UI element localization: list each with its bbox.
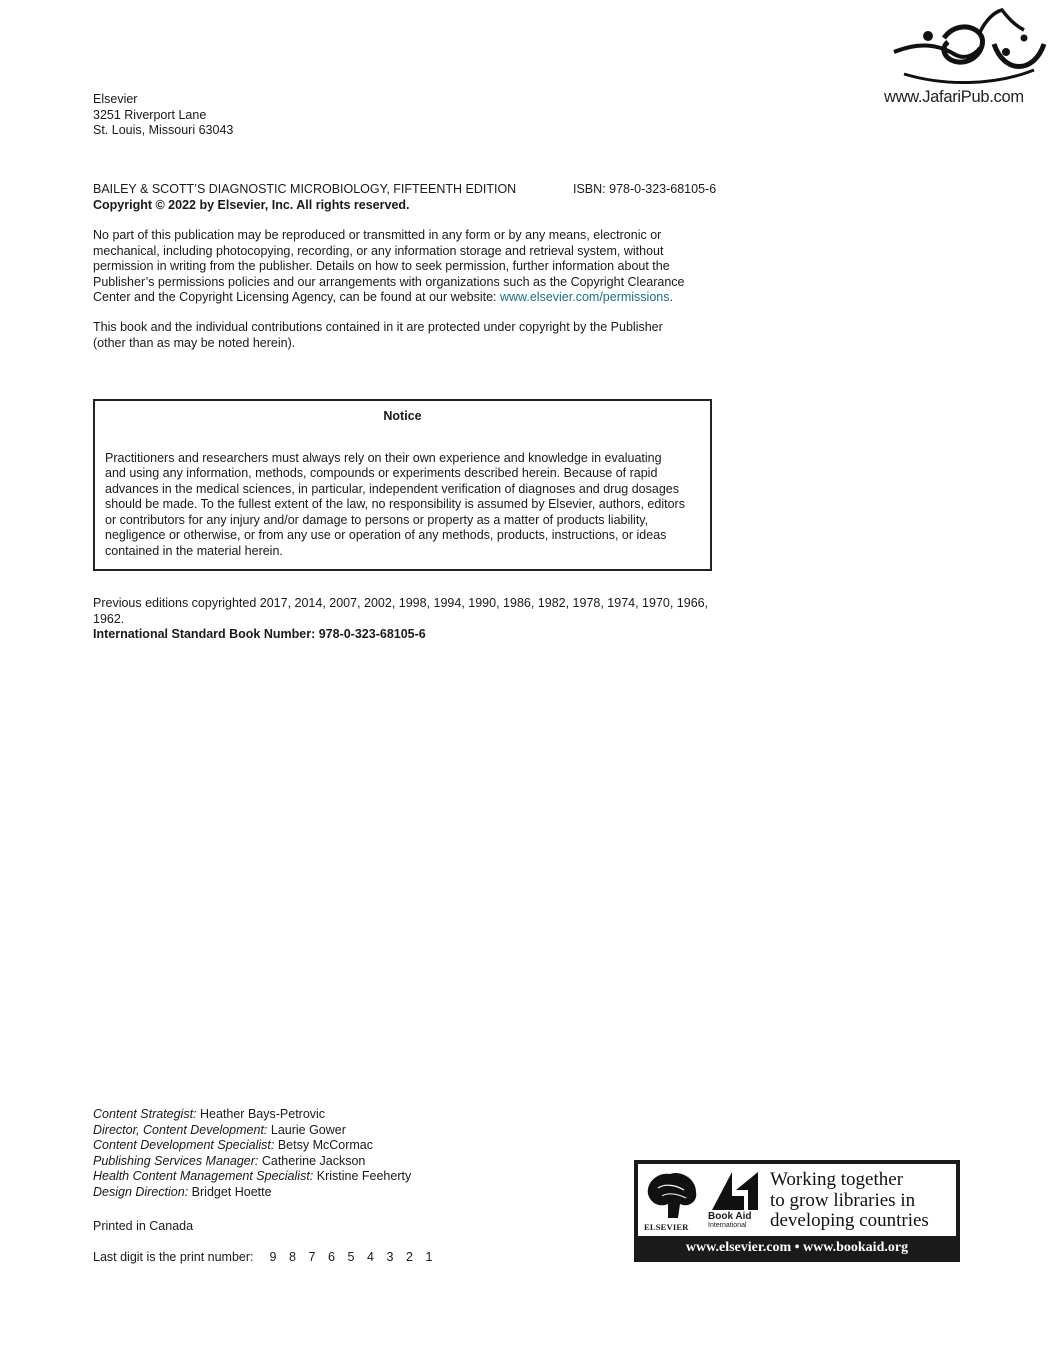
bookaid-banner <box>634 1160 960 1262</box>
credit-role: Content Strategist: <box>93 1107 197 1121</box>
slogan-line: developing countries <box>770 1210 929 1231</box>
paragraph-line: This book and the individual contributions contained in it are protected under copyright by the Publisher <box>93 320 663 334</box>
bookaid-logo-icon <box>710 1170 762 1212</box>
print-digit: 5 <box>347 1250 355 1264</box>
watermark-url[interactable]: www.JafariPub.com <box>884 88 1024 106</box>
credit-role: Director, Content Development: <box>93 1122 268 1137</box>
bookaid-banner-panel <box>638 1164 956 1236</box>
printed-in: Printed in Canada <box>93 1219 194 1233</box>
notice-box <box>93 399 712 571</box>
print-number-label: Last digit is the print number: <box>93 1250 254 1264</box>
isbn-label: ISBN: 978-0-323-68105-6 <box>573 182 717 196</box>
isbn-statement: International Standard Book Number: 978-0-323-68105-6 <box>93 627 426 641</box>
credit-name: Catherine Jackson <box>258 1153 366 1168</box>
watermark-logo <box>884 4 1050 112</box>
slogan-line: to grow libraries in <box>770 1189 916 1211</box>
bookaid-name: Book Aid <box>708 1211 752 1222</box>
credit-line <box>93 1107 411 1123</box>
protection-paragraph <box>93 320 703 351</box>
elsevier-wordmark: ELSEVIER <box>644 1222 689 1232</box>
notice-title: Notice <box>383 409 422 423</box>
book-title: BAILEY & SCOTT’S DIAGNOSTIC MICROBIOLOGY, FIFTEENTH EDITION <box>93 182 517 196</box>
credit-line <box>93 1123 411 1139</box>
bookaid-sub: International <box>708 1222 747 1229</box>
paragraph-line: mechanical, including photocopying, recording, or any information storage and retrieval system, without <box>93 243 664 258</box>
credit-name: Bridget Hoette <box>188 1184 272 1199</box>
calligraphy-logo-icon <box>884 4 1050 88</box>
paragraph-line: (other than as may be noted herein). <box>93 335 296 350</box>
paragraph-text: Center and the Copyright Licensing Agency, can be found at our website: <box>93 290 500 304</box>
notice-line: should be made. To the fullest extent of the law, no responsibility is assumed by Elsevier, authors, editors <box>105 497 685 511</box>
credit-role: Publishing Services Manager: <box>93 1153 259 1168</box>
credit-line <box>93 1169 411 1185</box>
address-line: Elsevier <box>93 92 138 106</box>
credit-role: Health Content Management Specialist: <box>93 1169 314 1183</box>
copyright-line: Copyright © 2022 by Elsevier, Inc. All rights reserved. <box>93 197 410 212</box>
book-title-block <box>93 182 717 213</box>
print-digit: 4 <box>367 1250 374 1264</box>
slogan-line: Working together <box>770 1169 904 1190</box>
bookaid-wordmark <box>708 1212 752 1230</box>
paragraph-line: No part of this publication may be reproduced or transmitted in any form or by any means, electronic or <box>93 228 662 242</box>
print-digit: 9 <box>269 1250 277 1264</box>
print-digit: 1 <box>425 1250 433 1264</box>
notice-line: and using any information, methods, compounds or experiments described herein. Because of rapid <box>105 466 658 480</box>
notice-line: advances in the medical sciences, in particular, independent verification of diagnoses and drug dosages <box>105 481 679 496</box>
credit-line <box>93 1185 411 1201</box>
credit-name: Heather Bays-Petrovic <box>196 1107 326 1121</box>
print-digit: 7 <box>308 1250 316 1264</box>
credit-name: Betsy McCormac <box>274 1138 373 1152</box>
notice-line: contained in the material herein. <box>105 543 283 558</box>
publisher-address <box>93 92 233 139</box>
rights-paragraph <box>93 228 703 306</box>
credit-role: Content Development Specialist: <box>93 1138 275 1152</box>
print-digit: 8 <box>289 1250 296 1264</box>
credit-name: Kristine Feeherty <box>313 1169 412 1183</box>
credit-role: Design Direction: <box>93 1184 189 1199</box>
bookaid-urls[interactable]: www.elsevier.com • www.bookaid.org <box>685 1240 909 1255</box>
credit-line <box>93 1138 411 1154</box>
print-number-line <box>93 1250 445 1266</box>
permissions-link[interactable]: www.elsevier.com/permissions <box>499 290 670 304</box>
notice-line: negligence or otherwise, or from any use or operation of any methods, products, instructions, or ideas <box>105 528 667 542</box>
address-line: 3251 Riverport Lane <box>93 107 207 122</box>
elsevier-tree-icon <box>644 1170 700 1220</box>
bookaid-slogan <box>770 1170 929 1232</box>
paragraph-line <box>93 290 703 306</box>
previous-editions: Previous editions copyrighted 2017, 2014, 2007, 2002, 1998, 1994, 1990, 1986, 1982, 1978, 1974, 1970, 1966, 1962. <box>93 596 709 626</box>
address-line: St. Louis, Missouri 63043 <box>93 123 234 137</box>
notice-line: Practitioners and researchers must always rely on their own experience and knowledge in evaluating <box>105 450 662 465</box>
paragraph-line: permission in writing from the publisher. Details on how to seek permission, further information about the <box>93 259 670 273</box>
notice-line: or contributors for any injury and/or damage to persons or property as a matter of products liability, <box>105 512 649 527</box>
paragraph-text: . <box>669 290 673 304</box>
print-digit: 2 <box>406 1250 413 1264</box>
credits-list <box>93 1107 411 1200</box>
paragraph-line: Publisher’s permissions policies and our arrangements with organizations such as the Copyright Clearance <box>93 274 685 289</box>
print-digit: 6 <box>328 1250 335 1264</box>
print-digit: 3 <box>386 1250 394 1264</box>
credit-line <box>93 1154 411 1170</box>
credit-name: Laurie Gower <box>267 1122 346 1137</box>
